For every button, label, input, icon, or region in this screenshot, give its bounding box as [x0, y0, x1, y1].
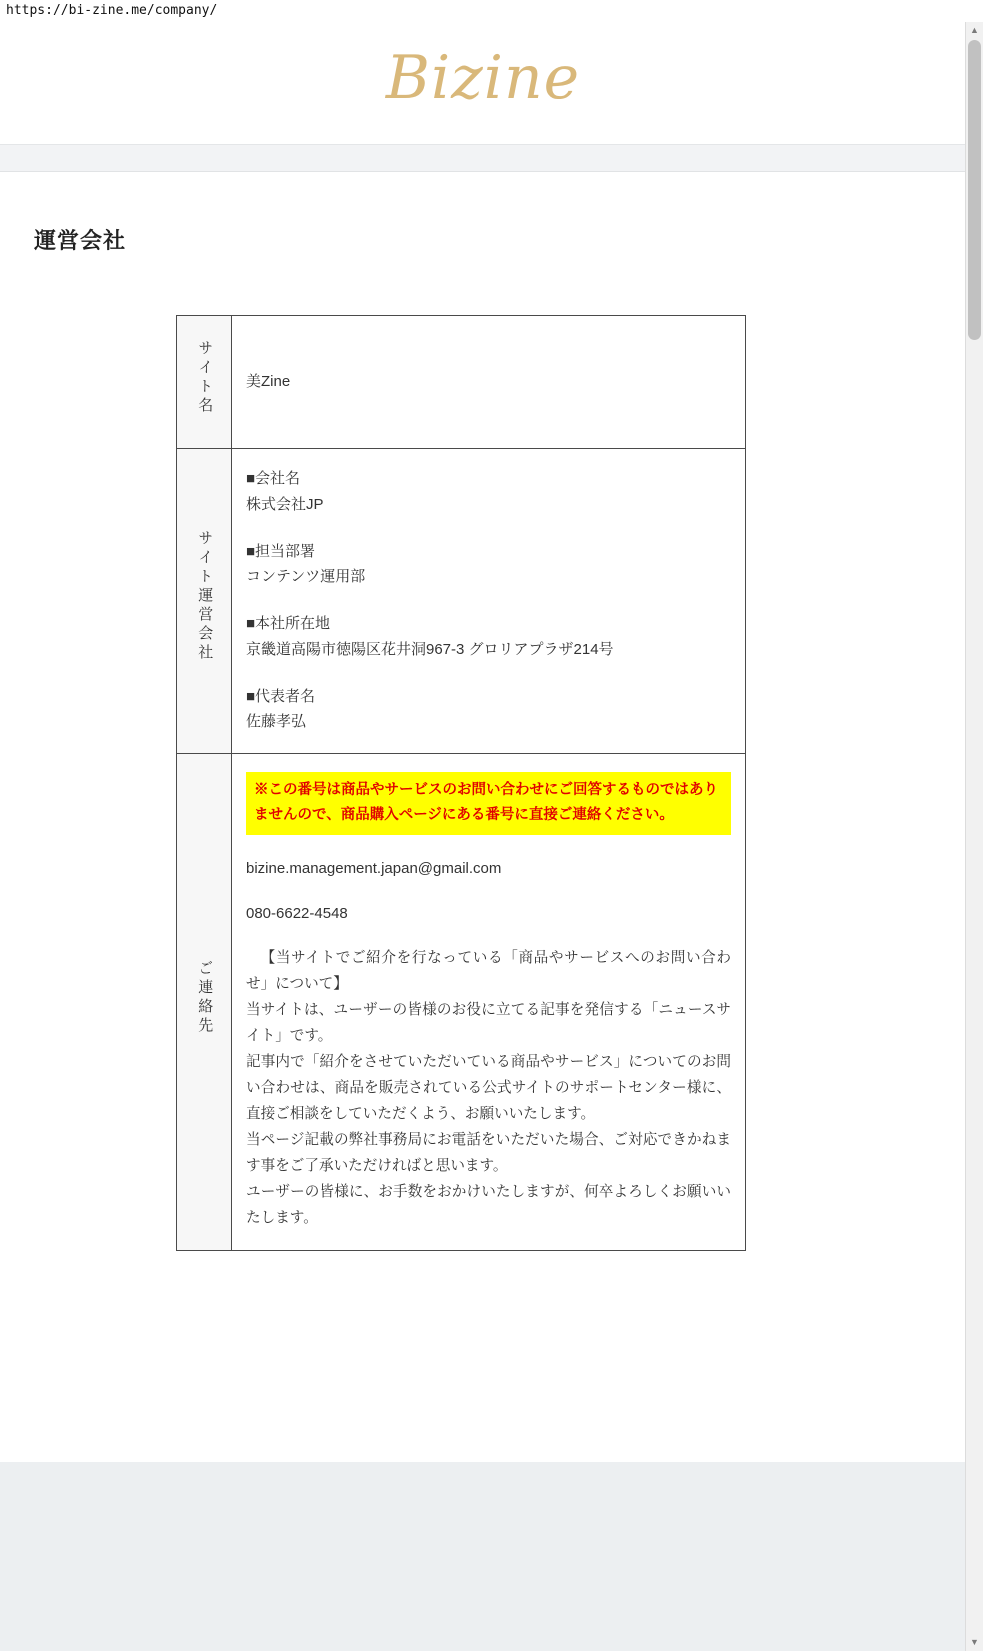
header-divider-strip [0, 144, 966, 172]
browser-viewport [0, 22, 983, 1651]
contact-paragraph-1: 【当サイトでご紹介を行なっている「商品やサービスへのお問い合わせ」について】 [246, 950, 731, 993]
row-label-site-name: サイト名 [177, 316, 232, 449]
row-value-operating-company [232, 449, 746, 754]
browser-url-bar[interactable] [0, 0, 983, 22]
contact-paragraph-2: 当サイトは、ユーザーの皆様のお役に立てる記事を発信する「ニュースサイト」です。 [246, 1002, 731, 1045]
table-row [177, 316, 746, 449]
page-title: 運営会社 [34, 228, 127, 253]
scroll-down-arrow-icon[interactable]: ▼ [970, 1637, 979, 1647]
table-row [177, 449, 746, 754]
contact-notice-highlight: ※この番号は商品やサービスのお問い合わせにご回答するものではありませんので、商品購入ページにある番号に直接ご連絡ください。 [246, 772, 731, 835]
contact-paragraph-5: ユーザーの皆様に、お手数をおかけいたしますが、何卒よろしくお願いいたします。 [246, 1184, 731, 1227]
info-block-department: ■担当部署 コンテンツ運用部 [246, 542, 366, 586]
info-block-company-name: ■会社名 株式会社JP [246, 470, 324, 513]
table-row [177, 754, 746, 1251]
site-logo[interactable] [0, 43, 966, 113]
scrollbar-thumb[interactable] [968, 40, 981, 340]
web-page [0, 22, 966, 1651]
info-block-representative: ■代表者名 佐藤孝弘 [246, 687, 316, 731]
contact-paragraph-4: 当ページ記載の弊社事務局にお電話をいただいた場合、ご対応できかねます事をご了承いただければと思います。 [246, 1132, 731, 1175]
content-bottom-space [0, 1251, 966, 1341]
contact-phone: 080-6622-4548 [246, 904, 348, 922]
site-header [0, 22, 966, 144]
contact-paragraph-3: 記事内で「紹介をさせていただいている商品やサービス」についてのお問い合わせは、商品を販売されている公式サイトのサポートセンター様に、直接ご相談をしていただくよう、お願いいたします。 [246, 1054, 731, 1123]
page-content [0, 172, 966, 1462]
url-text: https://bi-zine.me/company/ [6, 3, 218, 18]
row-value-contact [232, 754, 746, 1251]
company-info-table [176, 315, 746, 1251]
row-label-contact: ご連絡先 [177, 754, 232, 1251]
scroll-up-arrow-icon[interactable]: ▲ [970, 25, 979, 35]
vertical-scrollbar[interactable] [965, 22, 983, 1651]
info-block-address: ■本社所在地 京畿道高陽市徳陽区花井洞967-3 グロリアプラザ214号 [246, 615, 614, 658]
row-value-site-name: 美Zine [232, 316, 746, 449]
site-logo-text: Bizine [385, 43, 581, 113]
row-label-operating-company: サイト運営会社 [177, 449, 232, 754]
contact-email[interactable]: bizine.management.japan@gmail.com [246, 859, 502, 877]
